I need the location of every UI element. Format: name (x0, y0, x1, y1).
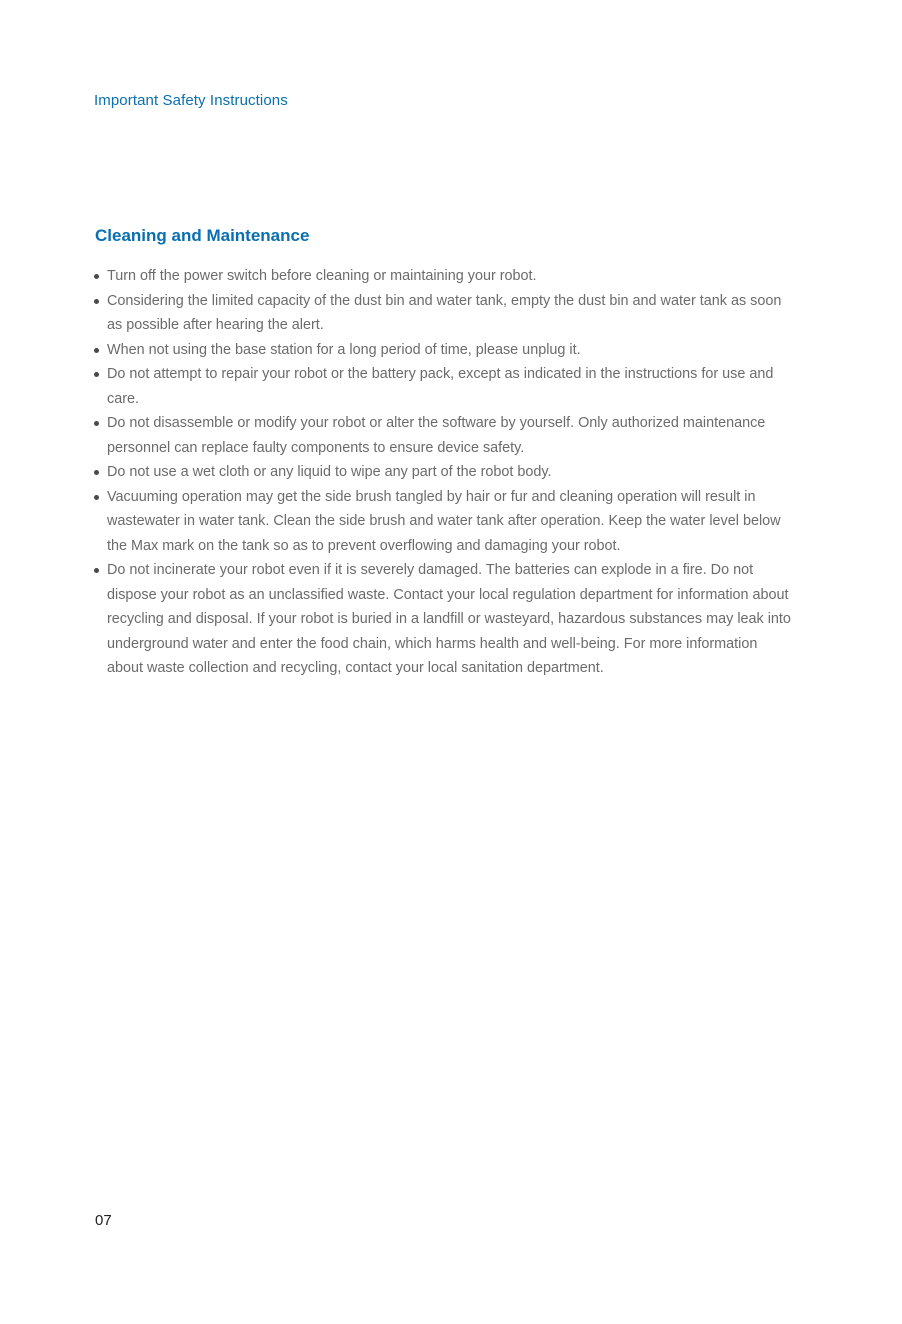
list-item: Do not attempt to repair your robot or the battery pack, except as indicated in the instructions for use and care. (94, 362, 794, 411)
list-item: Do not use a wet cloth or any liquid to wipe any part of the robot body. (94, 460, 794, 485)
list-item: Vacuuming operation may get the side brush tangled by hair or fur and cleaning operation will result in wastewater in water tank. Clean the side brush and water tank after operation. Keep the water level below the Max mark on the tank so as to prevent overflowing and damaging your robot. (94, 485, 794, 559)
instruction-list (94, 264, 794, 681)
list-item: When not using the base station for a long period of time, please unplug it. (94, 338, 794, 363)
page-number: 07 (95, 1212, 112, 1229)
list-item: Do not disassemble or modify your robot or alter the software by yourself. Only authorized maintenance personnel can replace faulty components to ensure device safety. (94, 411, 794, 460)
running-header: Important Safety Instructions (94, 92, 288, 109)
section-title: Cleaning and Maintenance (95, 226, 310, 245)
list-item: Turn off the power switch before cleaning or maintaining your robot. (94, 264, 794, 289)
list-item: Do not incinerate your robot even if it is severely damaged. The batteries can explode in a fire. Do not dispose your robot as an unclassified waste. Contact your local regulation department for information about recycling and disposal. If your robot is buried in a landfill or wasteyard, hazardous substances may leak into underground water and enter the food chain, which harms health and well-being. For more information about waste collection and recycling, contact your local sanitation department. (94, 558, 794, 681)
list-item: Considering the limited capacity of the dust bin and water tank, empty the dust bin and water tank as soon as possible after hearing the alert. (94, 289, 794, 338)
